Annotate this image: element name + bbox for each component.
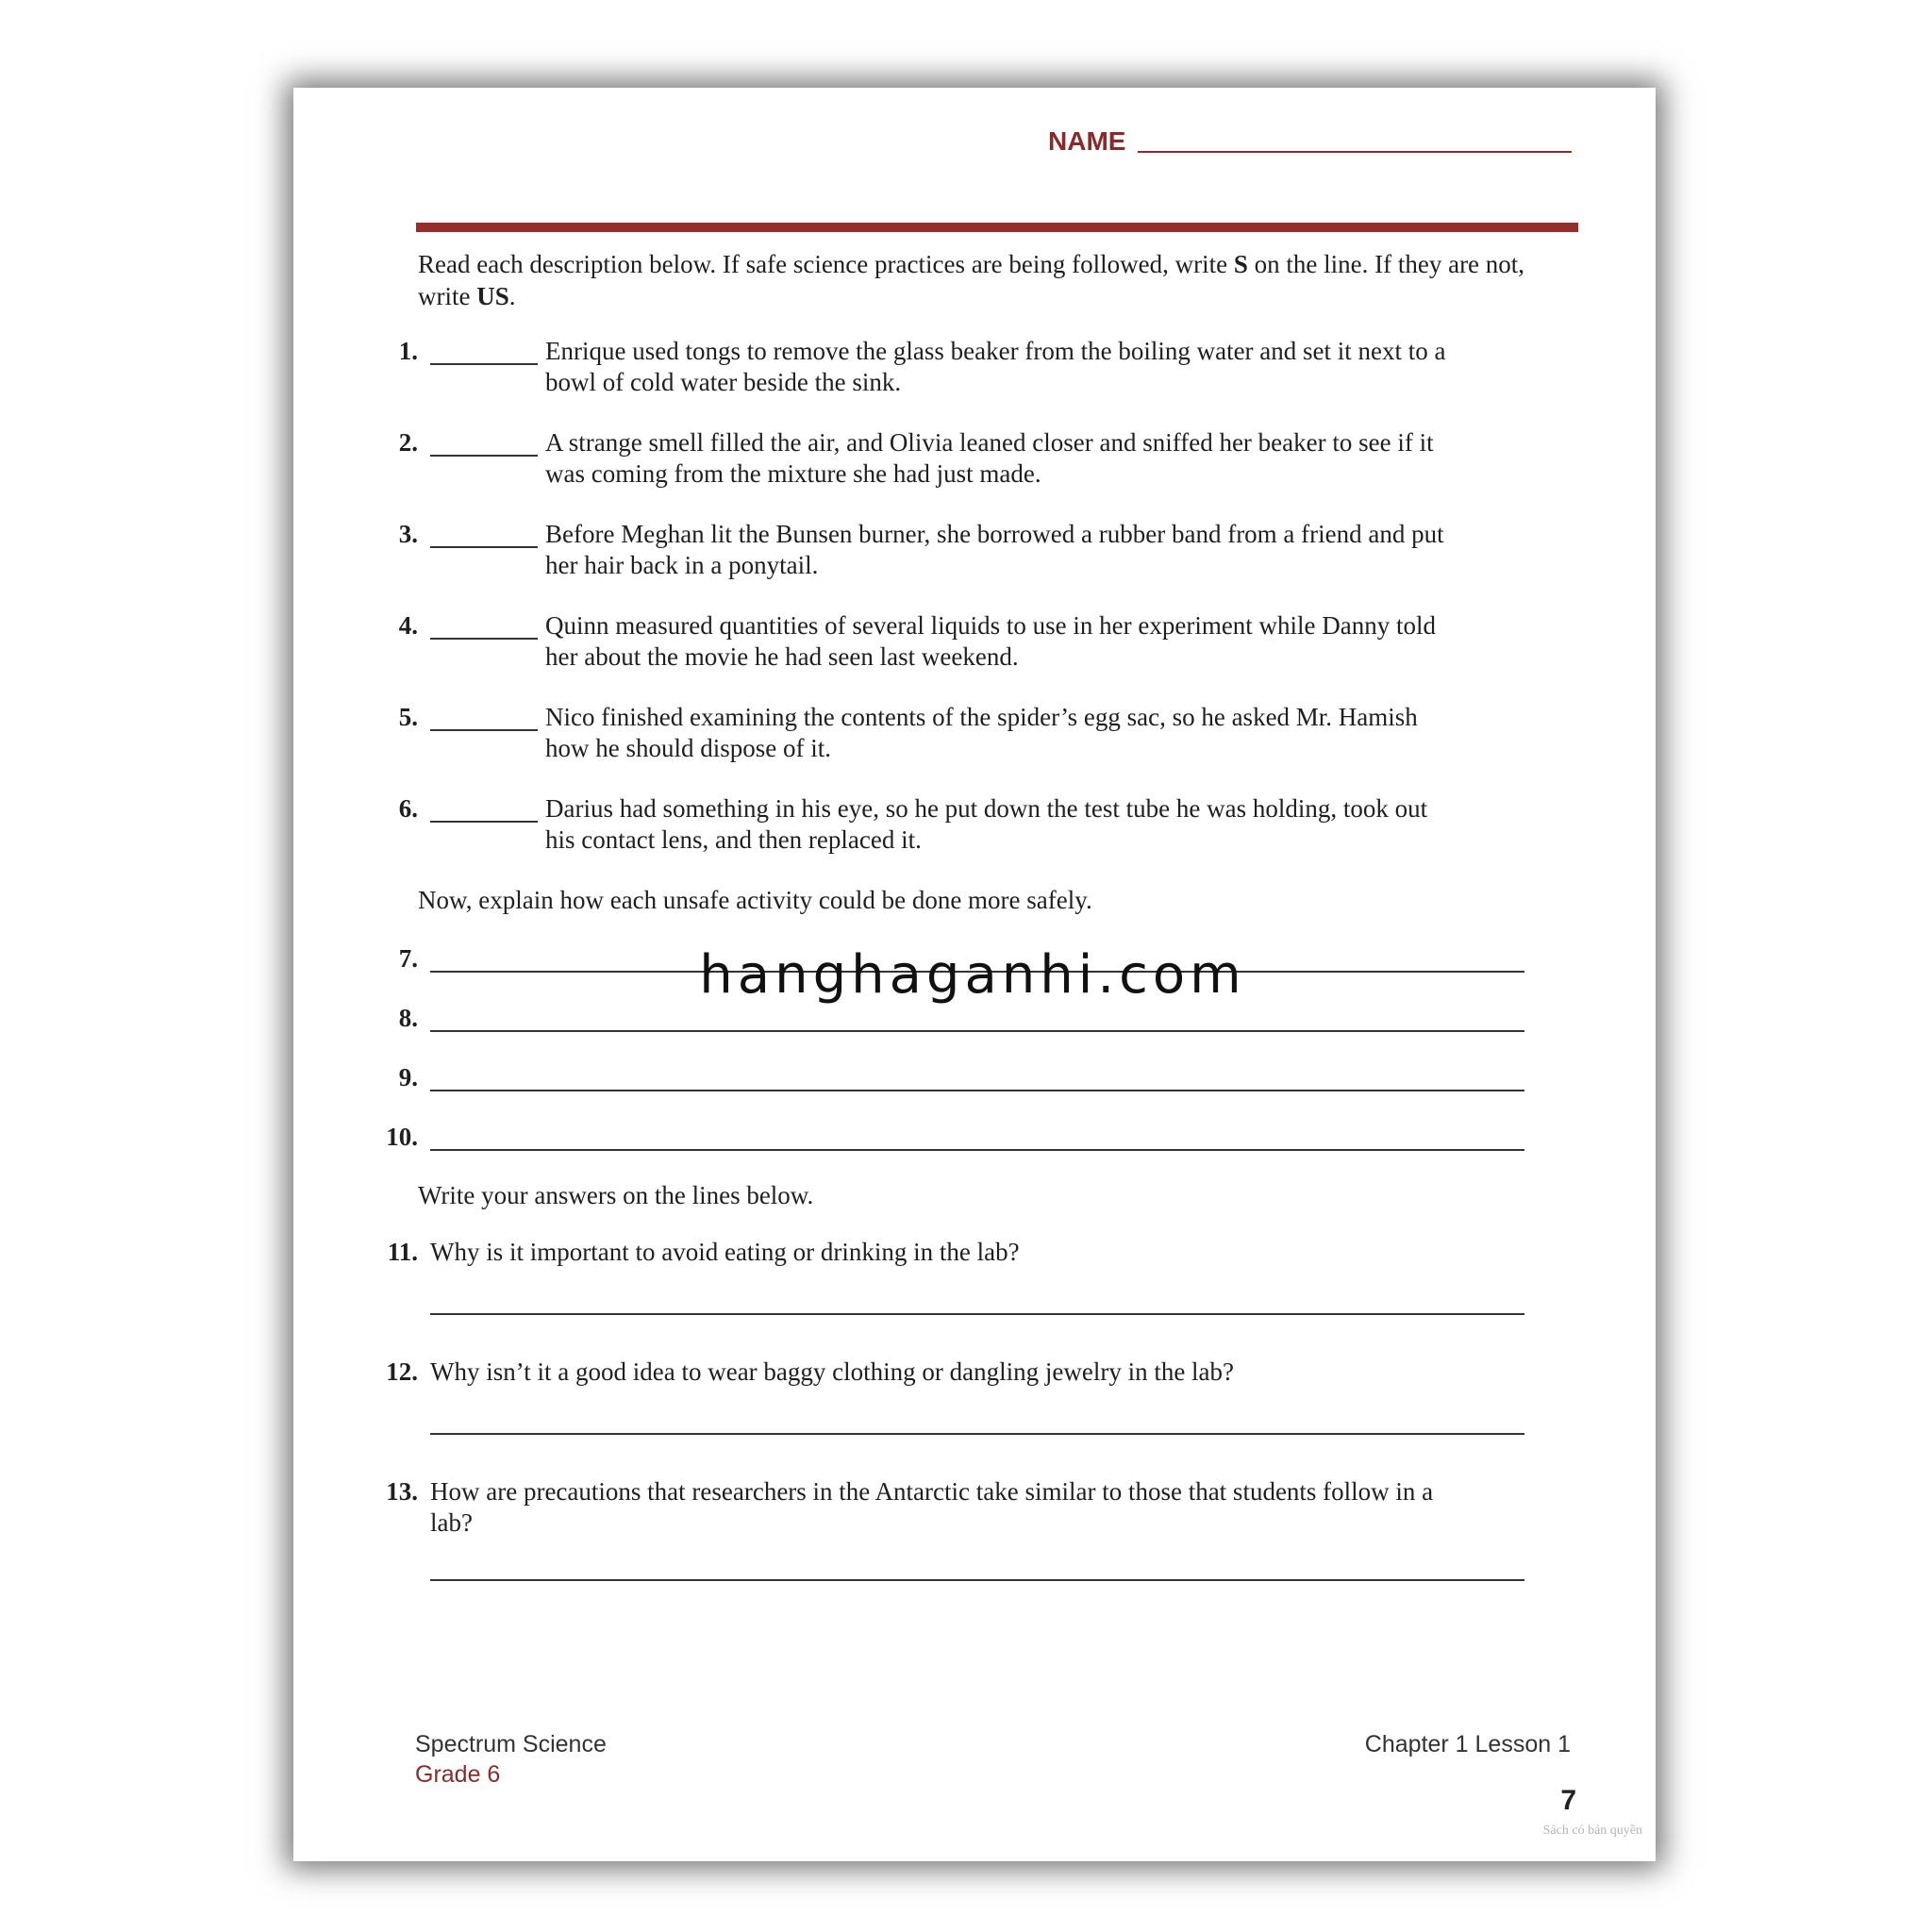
- footer-brand: Spectrum Science: [415, 1731, 607, 1757]
- answer-blank[interactable]: [430, 729, 538, 731]
- item-text-line1: Quinn measured quantities of several liquids to use in her experiment while Danny told: [545, 611, 1437, 640]
- item-number: 7.: [398, 944, 418, 973]
- item-text-line1: A strange smell filled the air, and Olivia leaned closer and sniffed her beaker to see if it: [545, 428, 1434, 457]
- worksheet-page: [293, 88, 1656, 1861]
- item-text-line2: bowl of cold water beside the sink.: [545, 368, 902, 396]
- question-text: Why is it important to avoid eating or drinking in the lab?: [430, 1238, 1020, 1266]
- item-text-line2: how he should dispose of it.: [545, 734, 831, 762]
- item-text-line2: was coming from the mixture she had just made.: [545, 459, 1041, 488]
- answer-line[interactable]: [430, 1149, 1524, 1151]
- item-text-line1: Enrique used tongs to remove the glass beaker from the boiling water and set it next to a: [545, 337, 1446, 365]
- item-number: 10.: [386, 1123, 418, 1151]
- instructions-part2: Now, explain how each unsafe activity could be done more safely.: [418, 886, 1092, 914]
- item-number: 6.: [398, 794, 418, 823]
- item-number: 4.: [398, 611, 418, 640]
- item-text-line2: her about the movie he had seen last weekend.: [545, 642, 1019, 671]
- item-number: 5.: [398, 703, 418, 731]
- item-text-line1: Nico finished examining the contents of the spider’s egg sac, so he asked Mr. Hamish: [545, 703, 1418, 731]
- name-label: NAME: [1048, 126, 1126, 156]
- instructions-part1: Read each description below. If safe science practices are being followed, write S on the line. If they are not, write US.: [418, 250, 1525, 310]
- question-number: 12.: [386, 1357, 418, 1386]
- header-rule: [416, 223, 1578, 232]
- instructions-part3: Write your answers on the lines below.: [418, 1181, 814, 1209]
- question-number: 13.: [386, 1477, 418, 1506]
- answer-line[interactable]: [430, 1579, 1524, 1581]
- item-text-line1: Before Meghan lit the Bunsen burner, she borrowed a rubber band from a friend and put: [545, 520, 1444, 548]
- footer-chapter: Chapter 1 Lesson 1: [1364, 1731, 1571, 1757]
- answer-line[interactable]: [430, 1433, 1524, 1435]
- answer-line[interactable]: [430, 1030, 1524, 1032]
- watermark-text: hanghaganhi.com: [699, 944, 1246, 1006]
- item-number: 3.: [398, 520, 418, 548]
- item-text-line1: Darius had something in his eye, so he put down the test tube he was holding, took out: [545, 794, 1428, 823]
- answer-blank[interactable]: [430, 638, 538, 640]
- answer-blank[interactable]: [430, 363, 538, 365]
- page-number: 7: [1560, 1785, 1576, 1816]
- footer-grade: Grade 6: [415, 1761, 501, 1788]
- item-text-line2: his contact lens, and then replaced it.: [545, 825, 922, 854]
- item-text-line2: her hair back in a ponytail.: [545, 551, 819, 579]
- item-number: 2.: [398, 428, 418, 457]
- question-number: 11.: [387, 1238, 418, 1266]
- item-number: 1.: [398, 337, 418, 365]
- answer-blank[interactable]: [430, 546, 538, 548]
- copyright-note: Sách có bản quyền: [1542, 1824, 1642, 1838]
- question-text-line2: lab?: [430, 1508, 473, 1537]
- question-text: Why isn’t it a good idea to wear baggy clothing or dangling jewelry in the lab?: [430, 1357, 1235, 1386]
- answer-blank[interactable]: [430, 821, 538, 823]
- question-text-line1: How are precautions that researchers in the Antarctic take similar to those that students follow in a: [430, 1477, 1434, 1506]
- answer-line[interactable]: [430, 1090, 1524, 1091]
- answer-blank[interactable]: [430, 455, 538, 457]
- item-number: 8.: [398, 1004, 418, 1032]
- name-field[interactable]: [1138, 151, 1572, 153]
- item-number: 9.: [398, 1063, 418, 1091]
- answer-line[interactable]: [430, 1313, 1524, 1315]
